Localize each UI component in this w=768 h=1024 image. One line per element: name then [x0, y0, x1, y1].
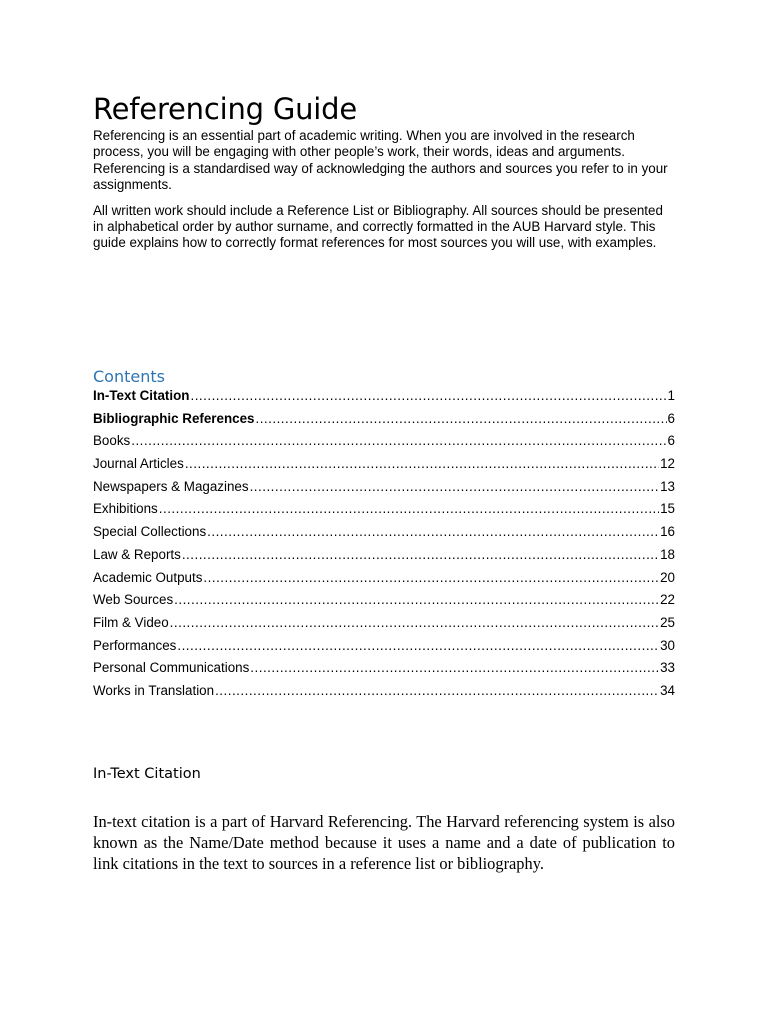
- document-title: Referencing Guide: [93, 92, 358, 126]
- toc-entry-academic-outputs[interactable]: [93, 570, 675, 593]
- toc-leader-dots: [255, 411, 666, 426]
- toc-leader-dots: [215, 683, 659, 698]
- toc-entry-bibliographic-references[interactable]: [93, 411, 675, 434]
- toc-entry-label: Works in Translation: [93, 682, 215, 698]
- toc-entry-label: Bibliographic References: [93, 410, 255, 426]
- toc-entry-page: 13: [660, 478, 675, 494]
- toc-entry-page: 30: [660, 637, 675, 653]
- toc-entry-works-in-translation[interactable]: [93, 683, 675, 706]
- toc-entry-page: 6: [667, 410, 675, 426]
- toc-entry-in-text-citation[interactable]: [93, 388, 675, 411]
- intro-paragraph-1: Referencing is an essential part of academic writing. When you are involved in the research process, you will be engaging with other people’s work, their words, ideas and arguments. Referencing is a standardised way of acknowledging the authors and sources you refer to in your assignments.: [93, 128, 668, 193]
- toc-entry-label: Web Sources: [93, 592, 174, 608]
- toc-entry-page: 16: [660, 524, 675, 540]
- toc-entry-law-reports[interactable]: [93, 547, 675, 570]
- toc-leader-dots: [182, 547, 659, 562]
- toc-leader-dots: [159, 501, 659, 516]
- toc-entry-journal-articles[interactable]: [93, 456, 675, 479]
- toc-entry-performances[interactable]: [93, 638, 675, 661]
- toc-entry-exhibitions[interactable]: [93, 501, 675, 524]
- toc-leader-dots: [190, 388, 666, 403]
- toc-entry-label: Exhibitions: [93, 501, 158, 517]
- toc-entry-page: 18: [660, 546, 675, 562]
- toc-entry-page: 34: [660, 682, 675, 698]
- contents-heading: Contents: [93, 367, 165, 386]
- toc-leader-dots: [207, 524, 659, 539]
- toc-entry-page: 22: [660, 592, 675, 608]
- toc-entry-label: Academic Outputs: [93, 569, 203, 585]
- toc-entry-page: 20: [660, 569, 675, 585]
- toc-entry-page: 15: [660, 501, 675, 517]
- intro-paragraph-2: All written work should include a Reference List or Bibliography. All sources should be presented in alphabetical order by author surname, and correctly formatted in the AUB Harvard style. This guide explains how to correctly format references for most sources you will use, with examples.: [93, 202, 663, 251]
- section-body-text: In-text citation is a part of Harvard Referencing. The Harvard referencing system is also known as the Name/Date method because it uses a name and a date of publication to link citations in the text to sources in a reference list or bibliography.: [93, 812, 675, 873]
- toc-entry-film-video[interactable]: [93, 615, 675, 638]
- table-of-contents: [93, 388, 675, 706]
- toc-entry-page: 33: [660, 660, 675, 676]
- toc-entry-label: Books: [93, 433, 131, 449]
- toc-entry-personal-communications[interactable]: [93, 660, 675, 683]
- toc-entry-page: 12: [660, 456, 675, 472]
- toc-leader-dots: [250, 479, 660, 494]
- toc-leader-dots: [177, 638, 659, 653]
- toc-entry-newspapers-magazines[interactable]: [93, 479, 675, 502]
- document-page: [93, 90, 675, 873]
- toc-entry-web-sources[interactable]: [93, 592, 675, 615]
- toc-entry-label: Film & Video: [93, 614, 169, 630]
- toc-entry-books[interactable]: [93, 433, 675, 456]
- toc-entry-special-collections[interactable]: [93, 524, 675, 547]
- toc-leader-dots: [131, 433, 666, 448]
- toc-leader-dots: [174, 592, 659, 607]
- section-heading-in-text-citation: In-Text Citation: [93, 766, 201, 782]
- toc-entry-page: 25: [660, 614, 675, 630]
- toc-leader-dots: [185, 456, 659, 471]
- toc-entry-label: Law & Reports: [93, 546, 181, 562]
- toc-entry-label: Newspapers & Magazines: [93, 478, 249, 494]
- toc-entry-label: Special Collections: [93, 524, 207, 540]
- toc-entry-label: Personal Communications: [93, 660, 250, 676]
- toc-leader-dots: [203, 570, 659, 585]
- toc-leader-dots: [170, 615, 659, 630]
- toc-entry-page: 6: [667, 433, 675, 449]
- toc-entry-label: Performances: [93, 637, 177, 653]
- toc-entry-label: Journal Articles: [93, 456, 184, 472]
- toc-leader-dots: [250, 660, 659, 675]
- toc-entry-label: In-Text Citation: [93, 388, 190, 403]
- toc-entry-page: 1: [667, 388, 675, 403]
